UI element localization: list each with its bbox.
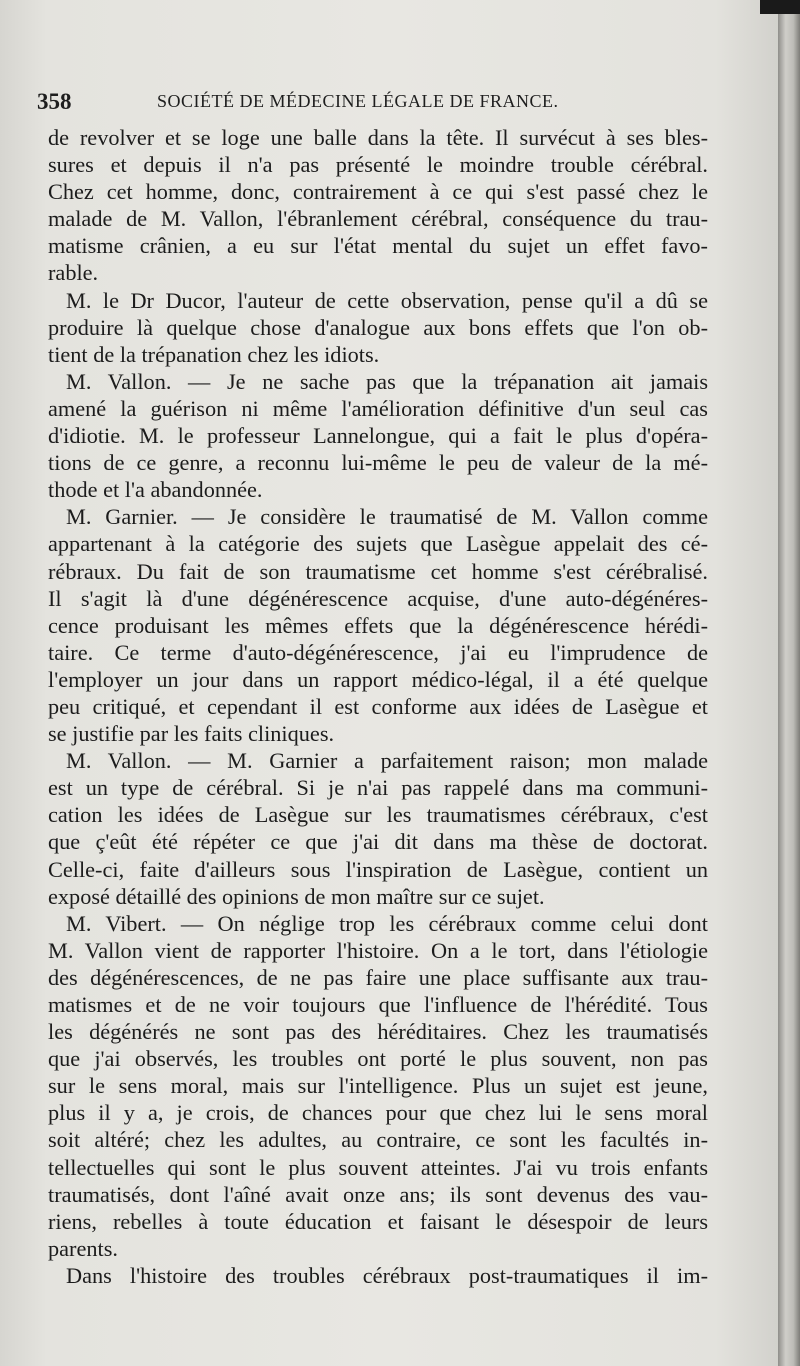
text-line: exposé détaillé des opinions de mon maître sur ce sujet.	[48, 883, 545, 909]
text-line: tions de ce genre, a reconnu lui-même le peu de valeur de la mé-	[48, 450, 708, 476]
text-line: taire. Ce terme d'auto-dégénérescence, j'ai eu l'imprudence de	[48, 639, 708, 665]
text-line: se justifie par les faits cliniques.	[48, 721, 335, 747]
text-line: Il s'agit là d'une dégénérescence acquise, d'une auto-dégénéres-	[48, 585, 708, 611]
text-line: cence produisant les mêmes effets que la dégénérescence hérédi-	[48, 612, 708, 638]
text-line: peu critiqué, et cependant il est conforme aux idées de Lasègue et	[48, 693, 708, 719]
text-line: des dégénérescences, de ne pas faire une place suffisante aux trau-	[48, 964, 708, 990]
text-line: tellectuelles qui sont le plus souvent atteintes. J'ai vu trois enfants	[48, 1154, 708, 1180]
text-line: Celle-ci, faite d'ailleurs sous l'inspiration de Lasègue, contient un	[48, 856, 708, 882]
text-line: soit altéré; chez les adultes, au contraire, ce sont les facultés in-	[48, 1127, 708, 1153]
book-binding-corner	[760, 0, 800, 14]
text-line: matismes et de ne voir toujours que l'influence de l'hérédité. Tous	[48, 992, 708, 1017]
text-line: que ç'eût été répéter ce que j'ai dit dans ma thèse de doctorat.	[48, 829, 708, 855]
text-line: traumatisés, dont l'aîné avait onze ans; ils sont devenus des vau-	[48, 1181, 708, 1207]
text-line: produire là quelque chose d'analogue aux bons effets que l'on ob-	[48, 314, 708, 340]
text-line: riens, rebelles à toute éducation et faisant le désespoir de leurs	[48, 1208, 708, 1234]
text-line: malade de M. Vallon, l'ébranlement cérébral, conséquence du trau-	[48, 206, 708, 232]
text-line: M. Vallon vient de rapporter l'histoire. On a le tort, dans l'étiologie	[48, 937, 708, 963]
text-line: parents.	[48, 1235, 118, 1261]
page-header	[37, 89, 697, 119]
text-line: est un type de cérébral. Si je n'ai pas rappelé dans ma communi-	[48, 775, 708, 801]
text-line: M. Vallon. — Je ne sache pas que la trépanation ait jamais	[66, 368, 708, 394]
text-line: sur le sens moral, mais sur l'intelligence. Plus un sujet est jeune,	[48, 1073, 708, 1099]
text-line: rable.	[48, 260, 99, 286]
text-line: thode et l'a abandonnée.	[48, 477, 263, 503]
text-line: M. Vibert. — On néglige trop les cérébraux comme celui dont	[66, 910, 708, 936]
body-text	[48, 124, 708, 1289]
text-line: amené la guérison ni même l'amélioration définitive d'un seul cas	[48, 395, 708, 421]
running-title: SOCIÉTÉ DE MÉDECINE LÉGALE DE FRANCE.	[157, 91, 559, 111]
text-line: Dans l'histoire des troubles cérébraux post-traumatiques il im-	[66, 1262, 708, 1288]
text-line: cation les idées de Lasègue sur les traumatismes cérébraux, c'est	[48, 802, 708, 828]
text-line: M. Vallon. — M. Garnier a parfaitement raison; mon malade	[66, 748, 708, 774]
text-line: appartenant à la catégorie des sujets que Lasègue appelait des cé-	[48, 531, 708, 557]
text-line: tient de la trépanation chez les idiots.	[48, 341, 380, 367]
text-line: de revolver et se loge une balle dans la tête. Il survécut à ses bles-	[48, 125, 708, 150]
text-line: matisme crânien, a eu sur l'état mental du sujet un effet favo-	[48, 233, 708, 259]
text-line: Chez cet homme, donc, contrairement à ce qui s'est passé chez le	[48, 179, 708, 205]
text-line: l'employer un jour dans un rapport médico-légal, il a été quelque	[48, 666, 708, 692]
book-page-edge	[778, 0, 800, 1366]
text-line: que j'ai observés, les troubles ont porté le plus souvent, non pas	[48, 1046, 708, 1072]
page-number: 358	[37, 89, 72, 114]
text-line: rébraux. Du fait de son traumatisme cet homme s'est cérébralisé.	[48, 558, 708, 584]
text-line: sures et depuis il n'a pas présenté le moindre trouble cérébral.	[48, 152, 708, 178]
text-line: d'idiotie. M. le professeur Lannelongue, qui a fait le plus d'opéra-	[48, 423, 708, 449]
text-line: les dégénérés ne sont pas des héréditaires. Chez les traumatisés	[48, 1019, 708, 1045]
text-line: M. Garnier. — Je considère le traumatisé de M. Vallon comme	[66, 504, 708, 530]
text-line: plus il y a, je crois, de chances pour que chez lui le sens moral	[48, 1100, 708, 1126]
text-line: M. le Dr Ducor, l'auteur de cette observation, pense qu'il a dû se	[66, 287, 708, 313]
